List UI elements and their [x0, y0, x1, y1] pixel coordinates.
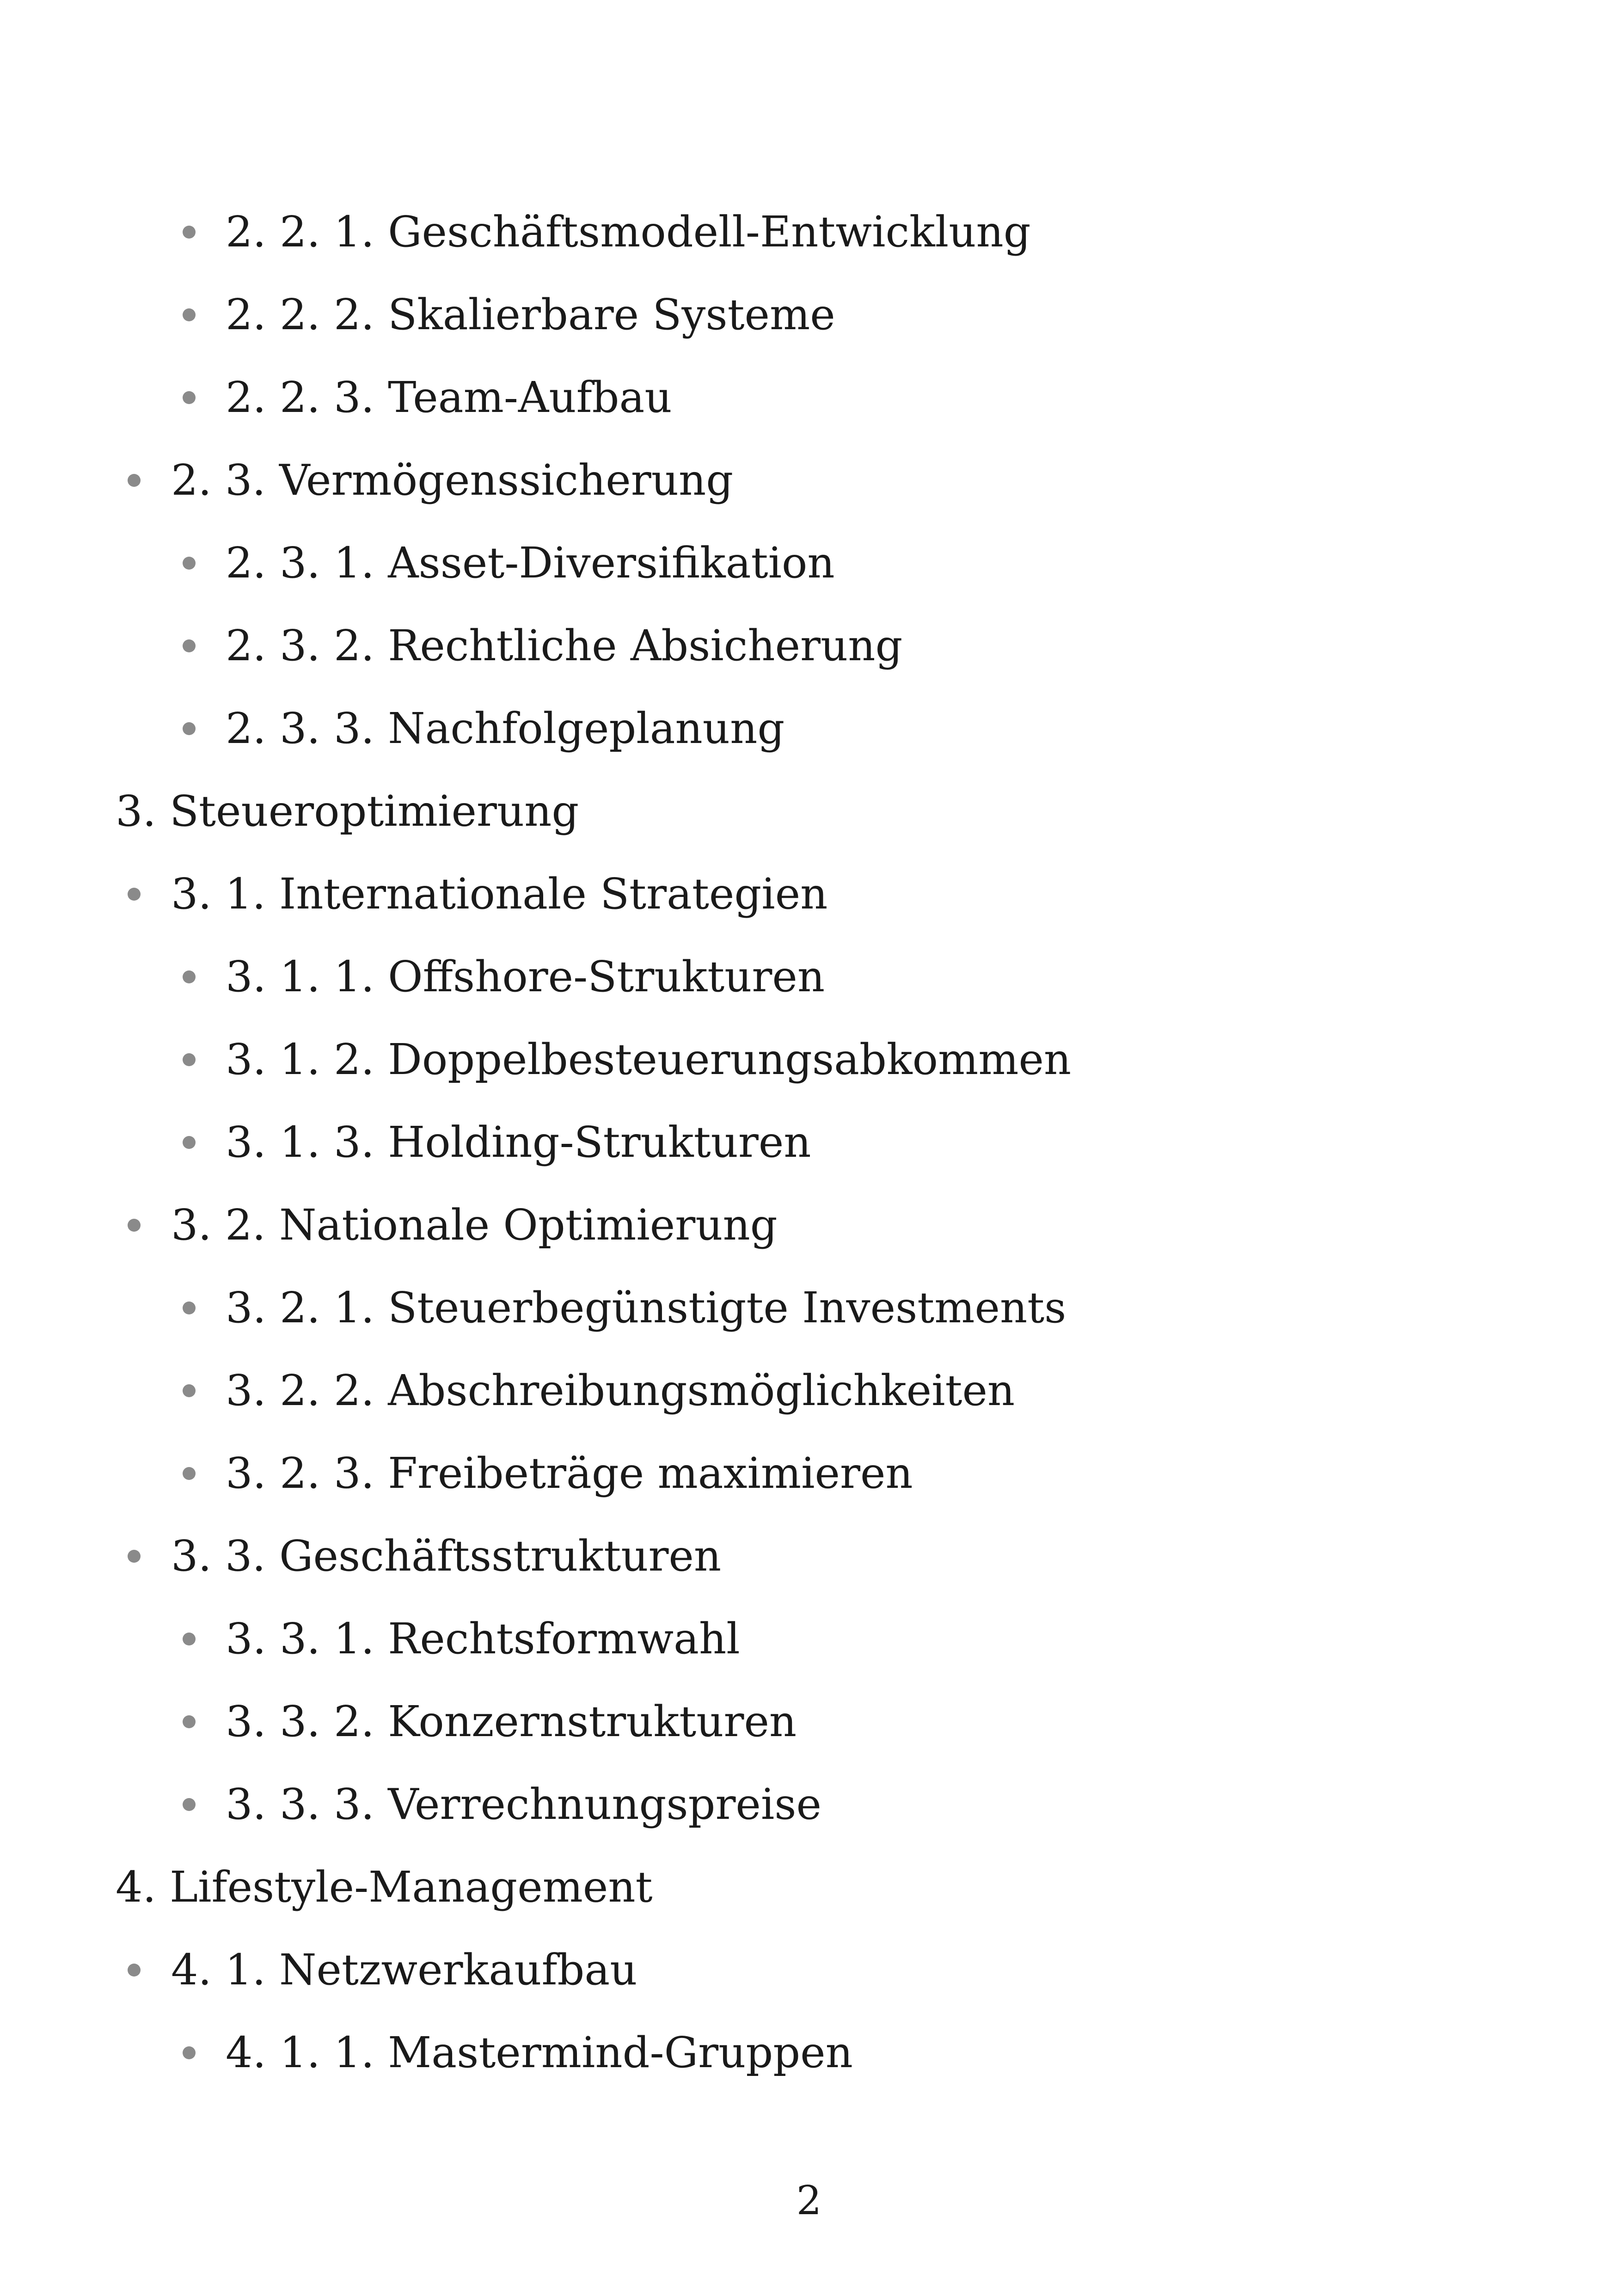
toc-entry-level-2 [0, 1693, 1618, 1776]
bullet-dot-icon [183, 1301, 196, 1314]
toc-entry-label: 3. 3. 2. Konzernstrukturen [226, 1697, 797, 1746]
toc-entry-label: 4. Lifestyle-Management [116, 1862, 653, 1912]
toc-entry-label: 2. 3. 2. Rechtliche Absicherung [226, 621, 903, 670]
bullet-dot-icon [128, 474, 141, 487]
bullet-dot-icon [183, 1053, 196, 1066]
bullet-dot-icon [183, 1467, 196, 1480]
toc-entry-level-1 [0, 452, 1618, 534]
bullet-dot-icon [183, 1633, 196, 1645]
bullet-dot-icon [183, 308, 196, 321]
toc-entry-level-2 [0, 1031, 1618, 1114]
bullet-dot-icon [183, 1384, 196, 1397]
toc-entry-level-2 [0, 1279, 1618, 1362]
toc-entry-label: 2. 3. 1. Asset-Diversifikation [226, 538, 835, 588]
toc-entry-level-2 [0, 617, 1618, 700]
toc-entry-label: 3. 2. 3. Freibeträge maximieren [226, 1449, 913, 1498]
table-of-contents [0, 203, 1618, 2107]
toc-entry-level-2 [0, 534, 1618, 617]
bullet-dot-icon [128, 888, 141, 901]
toc-entry-level-1 [0, 1197, 1618, 1279]
bullet-dot-icon [183, 970, 196, 983]
bullet-dot-icon [183, 1136, 196, 1149]
toc-entry-label: 3. 1. 2. Doppelbesteuerungsabkommen [226, 1035, 1072, 1084]
toc-entry-level-1 [0, 866, 1618, 948]
toc-entry-label: 3. 1. 1. Offshore-Strukturen [226, 952, 825, 1001]
toc-entry-level-2 [0, 2024, 1618, 2107]
toc-entry-level-0 [0, 783, 1618, 866]
toc-entry-level-2 [0, 1114, 1618, 1197]
toc-entry-level-0 [0, 1859, 1618, 1941]
bullet-dot-icon [128, 1219, 141, 1232]
bullet-dot-icon [183, 722, 196, 735]
toc-entry-level-2 [0, 948, 1618, 1031]
toc-entry-label: 3. 2. Nationale Optimierung [171, 1200, 778, 1250]
toc-entry-level-1 [0, 1528, 1618, 1610]
toc-entry-label: 2. 2. 2. Skalierbare Systeme [226, 290, 835, 339]
toc-entry-label: 3. 1. Internationale Strategien [171, 869, 828, 919]
bullet-dot-icon [183, 639, 196, 652]
toc-entry-level-1 [0, 1941, 1618, 2024]
toc-entry-level-2 [0, 1445, 1618, 1528]
toc-entry-level-2 [0, 286, 1618, 369]
toc-entry-label: 3. Steueroptimierung [116, 786, 579, 836]
page-number: 2 [796, 2178, 822, 2224]
toc-entry-level-2 [0, 1610, 1618, 1693]
toc-entry-label: 2. 3. 3. Nachfolgeplanung [226, 704, 785, 753]
toc-entry-label: 2. 2. 1. Geschäftsmodell-Entwicklung [226, 207, 1031, 257]
toc-entry-label: 3. 2. 1. Steuerbegünstigte Investments [226, 1283, 1066, 1332]
toc-entry-label: 3. 3. Geschäftsstrukturen [171, 1531, 722, 1581]
bullet-dot-icon [128, 1964, 141, 1977]
toc-entry-level-2 [0, 1776, 1618, 1859]
toc-entry-label: 3. 2. 2. Abschreibungsmöglichkeiten [226, 1366, 1015, 1415]
bullet-dot-icon [183, 226, 196, 239]
toc-entry-label: 4. 1. Netzwerkaufbau [171, 1945, 637, 1995]
toc-entry-level-2 [0, 700, 1618, 783]
toc-entry-level-2 [0, 203, 1618, 286]
bullet-dot-icon [183, 557, 196, 570]
toc-entry-label: 2. 3. Vermögenssicherung [171, 455, 734, 505]
toc-entry-label: 4. 1. 1. Mastermind-Gruppen [226, 2028, 853, 2077]
toc-entry-level-2 [0, 1362, 1618, 1445]
toc-entry-label: 3. 3. 1. Rechtsformwahl [226, 1614, 740, 1664]
bullet-dot-icon [183, 1798, 196, 1811]
bullet-dot-icon [183, 2046, 196, 2059]
toc-entry-label: 2. 2. 3. Team-Aufbau [226, 373, 672, 422]
toc-entry-label: 3. 3. 3. Verrechnungspreise [226, 1780, 821, 1829]
toc-entry-label: 3. 1. 3. Holding-Strukturen [226, 1117, 811, 1167]
bullet-dot-icon [183, 1715, 196, 1728]
bullet-dot-icon [183, 391, 196, 404]
toc-entry-level-2 [0, 369, 1618, 452]
bullet-dot-icon [128, 1550, 141, 1563]
